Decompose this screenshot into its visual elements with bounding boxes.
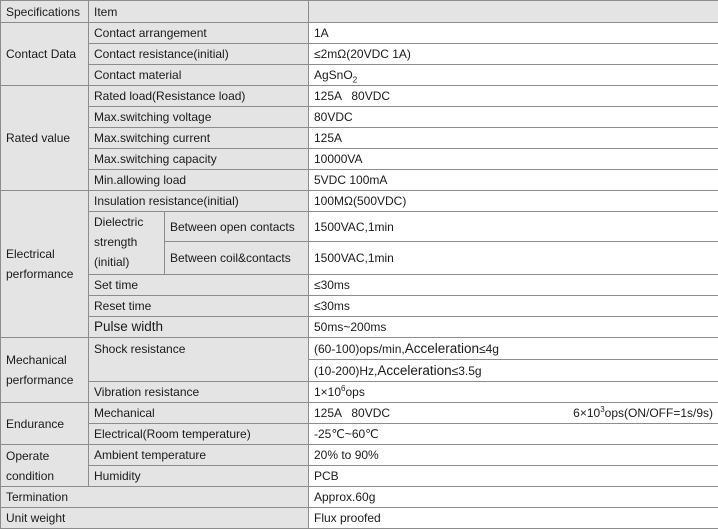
table-row [1,424,718,445]
category-electrical-performance: Electrical performance [1,191,89,338]
value-termination: Approx.60g [309,487,718,508]
item-max-switching-current: Max.switching current [89,128,309,149]
shock-b-big: Acceleration [377,363,451,378]
table-row [1,403,718,424]
item-rated-load: Rated load(Resistance load) [89,86,309,107]
value-reset-time: ≤30ms [309,296,718,317]
table-row [1,487,718,508]
table-row [1,107,718,128]
mechanical-endurance-right [573,406,713,420]
mechanical-endurance-left: 125A 80VDC [314,406,390,420]
item-contact-material: Contact material [89,65,309,86]
item-dielectric-strength: Dielectric strength (initial) [89,212,165,275]
shock-b-pre: (10-200)Hz, [314,364,377,378]
value-between-coil-contacts: 1500VAC,1min [309,242,718,275]
table-row [1,466,718,487]
item-min-allowing-load: Min.allowing load [89,170,309,191]
header-row [1,1,718,23]
mechanical-endurance-values [314,406,713,420]
category-rated-value: Rated value [1,86,89,191]
item-set-time: Set time [89,275,309,296]
item-humidity: Humidity [89,466,309,487]
item-reset-time: Reset time [89,296,309,317]
value-ambient-temperature: 20% to 90% [309,445,718,466]
value-min-allowing-load: 5VDC 100mA [309,170,718,191]
item-between-open-contacts: Between open contacts [165,212,309,242]
value-contact-material [309,65,718,86]
category-contact-data: Contact Data [1,23,89,86]
item-contact-arrangement: Contact arrangement [89,23,309,44]
header-specifications: Specifications [1,1,89,23]
vibration-post: ops [345,385,364,399]
value-max-switching-voltage: 80VDC [309,107,718,128]
category-operate-condition: Operate condition [1,445,89,487]
table-row [1,44,718,65]
category-mechanical-performance: Mechanical performance [1,338,89,403]
item-ambient-temperature: Ambient temperature [89,445,309,466]
value-between-open-contacts: 1500VAC,1min [309,212,718,242]
contact-material-subscript: 2 [353,75,357,84]
item-pulse-width: Pulse width [89,317,309,338]
value-shock-b [309,360,718,382]
shock-a-big: Acceleration [405,341,479,356]
header-item: Item [89,1,309,23]
value-max-switching-capacity: 10000VA [309,149,718,170]
mech-right-sup: 3 [600,405,604,414]
value-electrical-endurance: -25℃~60℃ [309,424,718,445]
value-set-time: ≤30ms [309,275,718,296]
item-electrical-endurance: Electrical(Room temperature) [89,424,309,445]
item-unit-weight: Unit weight [1,508,309,529]
shock-b-post: ≤3.5g [452,364,482,378]
value-pulse-width: 50ms~200ms [309,317,718,338]
shock-a-pre: (60-100)ops/min, [314,342,405,356]
header-value [309,1,718,23]
table-row [1,338,718,360]
vibration-pre: 1×10 [314,385,341,399]
value-shock-a [309,338,718,360]
table-row [1,191,718,212]
table-row [1,86,718,107]
value-max-switching-current: 125A [309,128,718,149]
value-unit-weight: Flux proofed [309,508,718,529]
table-row [1,170,718,191]
table-row [1,296,718,317]
item-between-coil-contacts: Between coil&contacts [165,242,309,275]
item-contact-resistance: Contact resistance(initial) [89,44,309,65]
item-shock-resistance: Shock resistance [89,338,309,382]
table-row [1,212,718,242]
table-row [1,317,718,338]
value-mechanical-endurance [309,403,718,424]
table-row [1,445,718,466]
table-row [1,149,718,170]
item-max-switching-voltage: Max.switching voltage [89,107,309,128]
category-endurance: Endurance [1,403,89,445]
table-row [1,382,718,403]
contact-material-text: AgSnO [314,68,353,82]
value-insulation-resistance: 100MΩ(500VDC) [309,191,718,212]
item-vibration-resistance: Vibration resistance [89,382,309,403]
value-contact-arrangement: 1A [309,23,718,44]
item-insulation-resistance: Insulation resistance(initial) [89,191,309,212]
value-contact-resistance: ≤2mΩ(20VDC 1A) [309,44,718,65]
table-row [1,128,718,149]
table-row [1,23,718,44]
value-rated-load: 125A 80VDC [309,86,718,107]
item-max-switching-capacity: Max.switching capacity [89,149,309,170]
item-termination: Termination [1,487,309,508]
value-vibration-resistance [309,382,718,403]
table-row [1,65,718,86]
mech-right-post: ops(ON/OFF=1s/9s) [605,406,713,420]
table-row [1,508,718,529]
item-mechanical-endurance: Mechanical [89,403,309,424]
shock-a-post: ≤4g [479,342,499,356]
value-humidity: PCB [309,466,718,487]
vibration-sup: 6 [341,384,345,393]
table-row [1,275,718,296]
mech-right-pre: 6×10 [573,406,600,420]
